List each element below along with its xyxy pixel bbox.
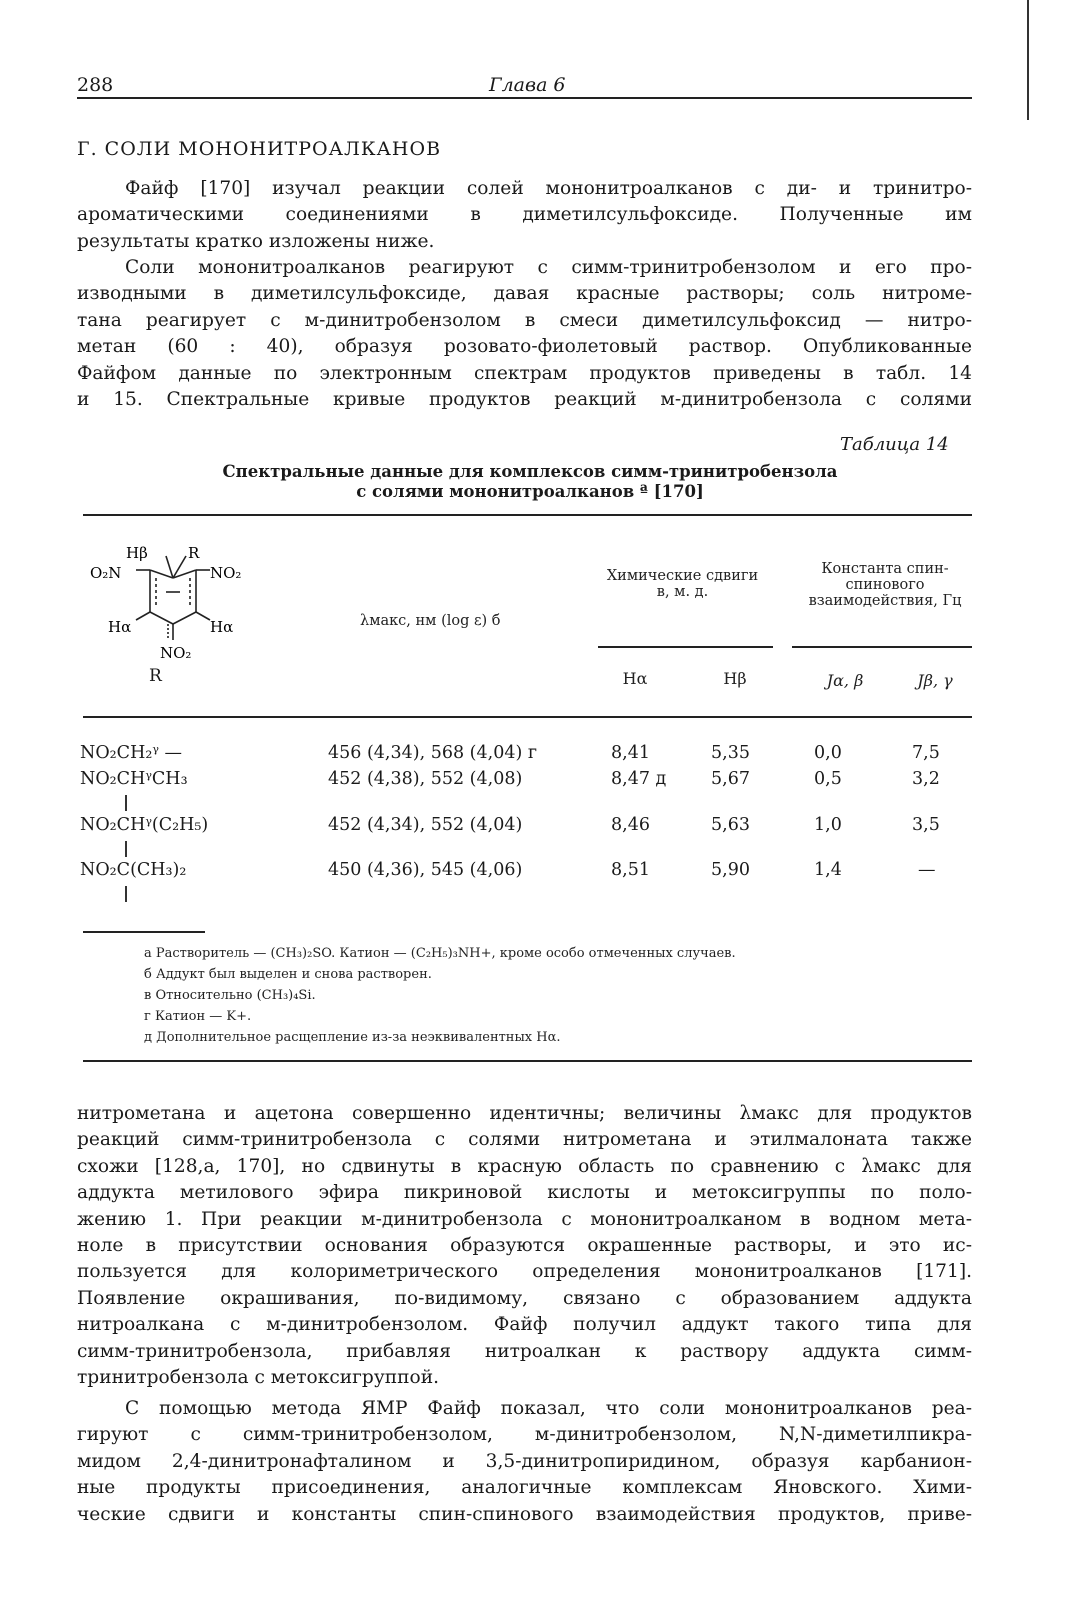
text-line: и 15. Спектральные кривые продуктов реакций м-динитробензола с солями [77,389,972,411]
no2-bottom-label: NO₂ [160,644,192,662]
text-line: тана реагирует с м-динитробензолом в смеси диметилсульфоксид — нитро- [77,309,972,331]
table-label: Таблица 14 [840,434,949,455]
text-line: схожи [128,а, 170], но сдвинуты в красную область по сравнению с λмакс для [77,1155,972,1177]
j-beta-gamma-header: Jβ, γ [917,671,953,690]
constant-column-header: Константа спин-спинового взаимодействия, Гц [808,561,962,609]
footnote-g: г Катион — K+. [144,1009,252,1024]
text-line: мидом 2,4-динитронафталином и 3,5-динитропиридином, образуя карбанион- [77,1450,972,1472]
text-line: Появление окрашивания, по-видимому, связано с образованием аддукта [77,1287,972,1309]
shifts-column-header: Химические сдвиги в, м. д. [606,568,759,600]
text-line: реакций симм-тринитробензола с солями нитрометана и этилмалоната также [77,1129,972,1151]
intro-paragraph-2 [77,255,972,413]
h-beta-label: Hβ [126,544,148,562]
r-cell: NO₂CH₂ᵞ — [80,743,182,763]
h-alpha-right-label: Hα [210,618,234,636]
r-top-label: R [188,544,200,562]
j-alpha-beta-cell: 1,4 [814,860,842,880]
h-beta-cell: 5,35 [711,743,750,763]
footnote-b: б Аддукт был выделен и снова растворен. [144,967,432,982]
h-alpha-left-label: Hα [108,618,132,636]
lambda-cell: 450 (4,36), 545 (4,06) [328,860,523,880]
h-alpha-cell: 8,41 [611,743,650,763]
r-cell: NO₂CHᵞ(C₂H₅) [80,815,209,835]
header-rule [77,97,972,99]
text-line: Файфом данные по электронным спектрам продуктов приведены в табл. 14 [77,362,972,384]
h-alpha-header: Hα [622,669,648,688]
body-paragraph-2 [77,1396,972,1528]
h-beta-header: Hβ [723,669,747,688]
page-edge-line [1027,0,1029,120]
j-alpha-beta-cell: 0,5 [814,769,842,789]
page-number: 288 [77,74,114,96]
text-line: изводными в диметилсульфоксиде, давая красные растворы; соль нитроме- [77,283,972,305]
j-beta-gamma-cell: 3,5 [912,815,940,835]
section-title: Г. СОЛИ МОНОНИТРОАЛКАНОВ [77,138,442,160]
text-line: тринитробензола с метоксигруппой. [77,1367,440,1389]
table-top-rule [83,514,972,516]
bond-tick [125,795,127,811]
h-beta-cell: 5,67 [711,769,750,789]
footnote-v: в Относительно (CH₃)₄Si. [144,988,316,1003]
text-line: гируют с симм-тринитробензолом, м-динитробензолом, N,N-диметилпикра- [77,1424,972,1446]
text-line: Файф [170] изучал реакции солей мононитроалканов с ди- и тринитро- [125,178,972,199]
h-alpha-cell: 8,51 [611,860,650,880]
table-title-line-1: Спектральные данные для комплексов симм-тринитробензола [222,462,838,481]
chapter-title: Глава 6 [489,74,566,96]
table-bottom-rule [83,1060,972,1062]
text-line: С помощью метода ЯМР Файф показал, что соли мононитроалканов реа- [125,1398,972,1419]
bond-tick [125,886,127,902]
h-alpha-cell: 8,46 [611,815,650,835]
footnote-rule [83,931,205,933]
j-beta-gamma-cell: 3,2 [912,769,940,789]
body-paragraph-1 [77,1101,972,1391]
footnote-a: а Растворитель — (CH₃)₂SO. Катион — (C₂H₅)₃NH+, кроме особо отмеченных случаев. [144,946,736,961]
text-line: нитрометана и ацетона совершенно идентичны; величины λмакс для продуктов [77,1103,972,1124]
table-title-line-2: с солями мононитроалканов ª [170] [356,482,704,501]
bond-tick [125,841,127,857]
j-alpha-beta-cell: 1,0 [814,815,842,835]
r-cell: NO₂CHᵞCH₃ [80,769,188,789]
lambda-column-header: λмакс, нм (log ε) б [360,613,501,629]
h-alpha-cell: 8,47 д [611,769,667,789]
shifts-subheader-rule [598,646,773,648]
text-line: ароматическими соединениями в диметилсульфоксиде. Полученные им [77,204,972,226]
text-line: нитроалкана с м-динитробензолом. Файф получил аддукт такого типа для [77,1314,972,1336]
text-line: Соли мононитроалканов реагируют с симм-тринитробензолом и его про- [125,257,972,278]
r-column-header: R [149,666,162,686]
h-beta-cell: 5,90 [711,860,750,880]
text-line: пользуется для колориметрического определения мононитроалканов [171]. [77,1261,972,1283]
text-line: метан (60 : 40), образуя розовато-фиолетовый раствор. Опубликованные [77,336,972,358]
trinitrobenzene-structure-diagram [88,540,268,665]
text-line: результаты кратко изложены ниже. [77,230,435,252]
text-line: аддукта метилового эфира пикриновой кислоты и метоксигруппы по поло- [77,1182,972,1204]
constant-subheader-rule [792,646,972,648]
j-beta-gamma-cell: — [918,860,936,880]
footnote-d: д Дополнительное расщепление из-за неэквивалентных Hα. [144,1030,561,1045]
lambda-cell: 452 (4,34), 552 (4,04) [328,815,523,835]
h-beta-cell: 5,63 [711,815,750,835]
text-line: симм-тринитробензола, прибавляя нитроалкан к раствору аддукта симм- [77,1340,972,1362]
lambda-cell: 456 (4,34), 568 (4,04) г [328,743,538,763]
j-beta-gamma-cell: 7,5 [912,743,940,763]
lambda-cell: 452 (4,38), 552 (4,08) [328,769,523,789]
text-line: ческие сдвиги и константы спин-спинового взаимодействия продуктов, приве- [77,1503,972,1525]
text-line: ные продукты присоединения, аналогичные комплексам Яновского. Хими- [77,1477,972,1499]
r-cell: NO₂C(CH₃)₂ [80,860,187,880]
no2-right-label: NO₂ [210,564,242,582]
text-line: жению 1. При реакции м-динитробензола с мононитроалканом в водном мета- [77,1208,972,1230]
intro-paragraph-1 [77,176,972,255]
text-line: ноле в присутствии основания образуются окрашенные растворы, и это ис- [77,1235,972,1257]
j-alpha-beta-header: Jα, β [826,671,864,690]
o2n-left-label: O₂N [90,564,122,582]
table-header-rule [83,716,972,718]
j-alpha-beta-cell: 0,0 [814,743,842,763]
